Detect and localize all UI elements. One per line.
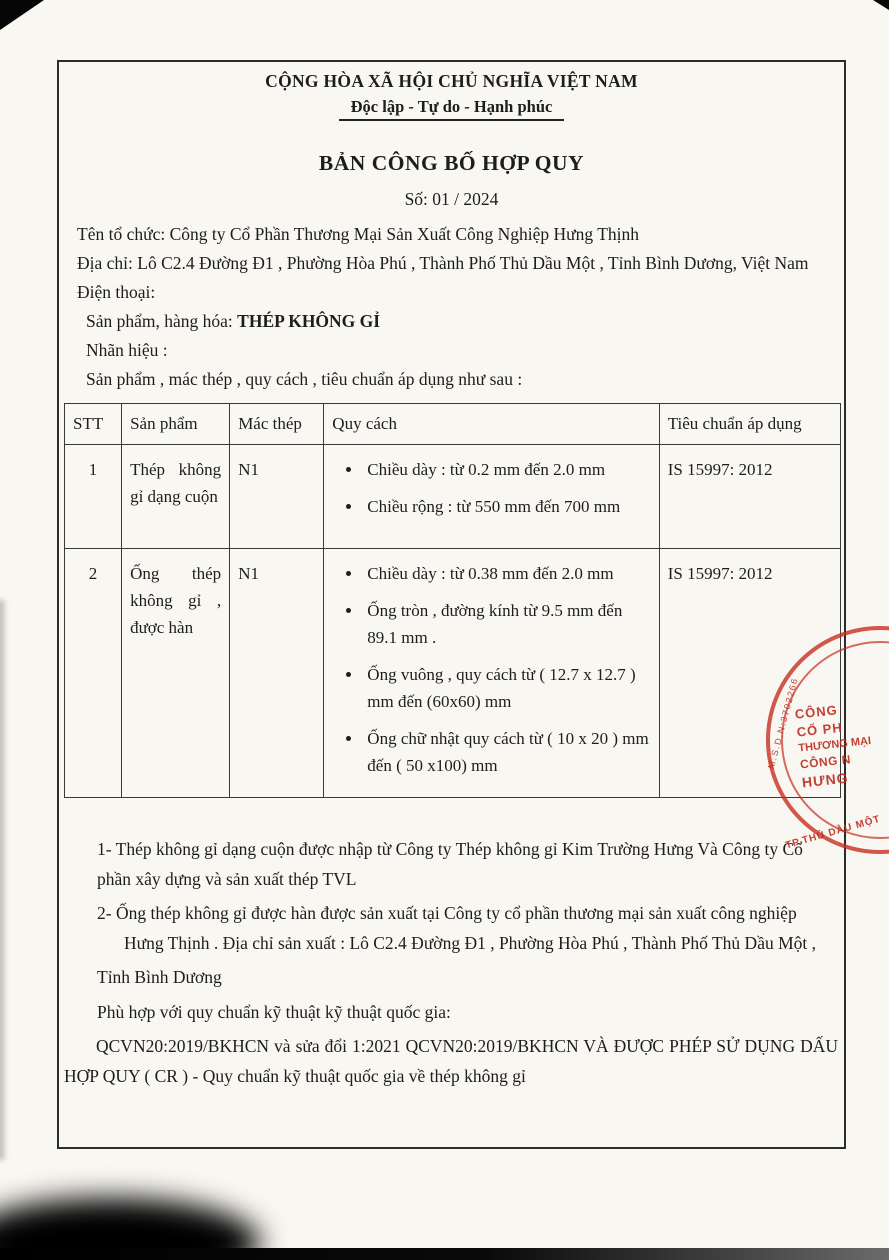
quy-cach-item: • Chiều rộng : từ 550 mm đến 700 mm <box>363 493 650 520</box>
address-line: Địa chỉ: Lô C2.4 Đường Đ1 , Phường Hòa Phú , Thành Phố Thủ Dầu Một , Tỉnh Bình Dương, Việt Nam <box>77 253 809 273</box>
column-header-mac-thep: Mác thép <box>230 404 324 445</box>
stamp-registration-number: M.S.D.N:3702266 <box>765 676 800 770</box>
cell-quy-cach <box>324 445 659 549</box>
note-source-pipe: 2- Ống thép không gỉ được hàn được sản xuất tại Công ty cổ phần thương mại sản xuất công nghiệp Hưng Thịnh . Địa chỉ sản xuất : Lô C2.4 Đường Đ1 , Phường Hòa Phú , Thành Phố Thủ Dầu Một , <box>97 903 817 953</box>
product-label: Sản phẩm, hàng hóa: <box>86 311 238 331</box>
stamp-line: CÔNG N <box>799 752 852 772</box>
column-header-san-pham: Sản phẩm <box>122 404 230 445</box>
national-motto <box>59 97 844 121</box>
quy-cach-list <box>332 456 650 520</box>
stamp-line: CÔNG <box>794 702 839 722</box>
note-conformity-intro: Phù hợp với quy chuẩn kỹ thuật kỹ thuật quốc gia: <box>97 1001 451 1022</box>
stamp-line: THƯƠNG MẠI <box>797 734 872 755</box>
table-row <box>65 549 841 798</box>
scan-artifact-bottom-band <box>0 1248 889 1260</box>
note-province: Tỉnh Bình Dương <box>97 967 222 987</box>
cell-san-pham: Ống thép không gỉ , được hàn <box>122 549 230 798</box>
note-standard-reference: QCVN20:2019/BKHCN và sửa đổi 1:2021 QCVN20:2019/BKHCN VÀ ĐƯỢC PHÉP SỬ DỤNG DẤU HỢP QUY ( CR ) - Quy chuẩn kỹ thuật quốc gia về thép không gỉ <box>64 1036 838 1086</box>
national-motto-text: Độc lập - Tự do - Hạnh phúc <box>339 97 565 121</box>
table-intro-line: Sản phẩm , mác thép , quy cách , tiêu chuẩn áp dụng như sau : <box>86 369 523 389</box>
stamp-line: CỔ PH <box>795 719 844 740</box>
quy-cach-item: • Chiều dày : từ 0.38 mm đến 2.0 mm <box>363 560 650 587</box>
cell-san-pham: Thép không gỉ dạng cuộn <box>122 445 230 549</box>
document-border <box>57 60 846 1149</box>
cell-mac-thep: N1 <box>230 445 324 549</box>
scan-artifact-top-left <box>0 0 44 30</box>
company-stamp <box>766 626 889 854</box>
scan-artifact-left-edge <box>0 600 4 1160</box>
document-title: BẢN CÔNG BỐ HỢP QUY <box>318 151 585 175</box>
org-name-line: Tên tổ chức: Công ty Cổ Phần Thương Mại Sản Xuất Công Nghiệp Hưng Thịnh <box>77 224 640 244</box>
quy-cach-list <box>332 560 650 779</box>
quy-cach-item: • Ống chữ nhật quy cách từ ( 10 x 20 ) mm đến ( 50 x100) mm <box>363 725 650 779</box>
stamp-line: HƯNG <box>801 769 850 791</box>
notes-section <box>64 835 838 1091</box>
spec-table <box>64 403 844 798</box>
cell-quy-cach <box>324 549 659 798</box>
note-source-coil: 1- Thép không gỉ dạng cuộn được nhập từ Công ty Thép không gỉ Kim Trường Hưng Và Công ty Cổ phần xây dựng và sản xuất thép TVL <box>97 839 803 889</box>
scan-artifact-top-right <box>873 0 889 10</box>
national-header: CỘNG HÒA XÃ HỘI CHỦ NGHĨA VIỆT NAM <box>265 71 638 91</box>
cell-stt: 2 <box>65 549 122 798</box>
table-row <box>65 445 841 549</box>
cell-tieu-chuan: IS 15997: 2012 <box>659 549 840 798</box>
column-header-tieu-chuan: Tiêu chuẩn áp dụng <box>659 404 840 445</box>
column-header-quy-cach: Quy cách <box>324 404 659 445</box>
quy-cach-item: • Chiều dày : từ 0.2 mm đến 2.0 mm <box>363 456 650 483</box>
stamp-city-text: TP.THỦ DẦU MỘT <box>784 813 882 852</box>
column-header-stt: STT <box>65 404 122 445</box>
document-number: Số: 01 / 2024 <box>404 189 499 209</box>
brand-line: Nhãn hiệu : <box>86 340 168 360</box>
cell-mac-thep: N1 <box>230 549 324 798</box>
product-line <box>86 307 828 336</box>
table-header-row <box>65 404 841 445</box>
phone-line: Điện thoại: <box>77 282 156 302</box>
quy-cach-item: • Ống vuông , quy cách từ ( 12.7 x 12.7 ) mm đến (60x60) mm <box>363 661 650 715</box>
quy-cach-item: • Ống tròn , đường kính từ 9.5 mm đến 89.1 mm . <box>363 597 650 651</box>
product-value: THÉP KHÔNG GỈ <box>237 311 381 331</box>
cell-tieu-chuan: IS 15997: 2012 <box>659 445 840 549</box>
cell-stt: 1 <box>65 445 122 549</box>
